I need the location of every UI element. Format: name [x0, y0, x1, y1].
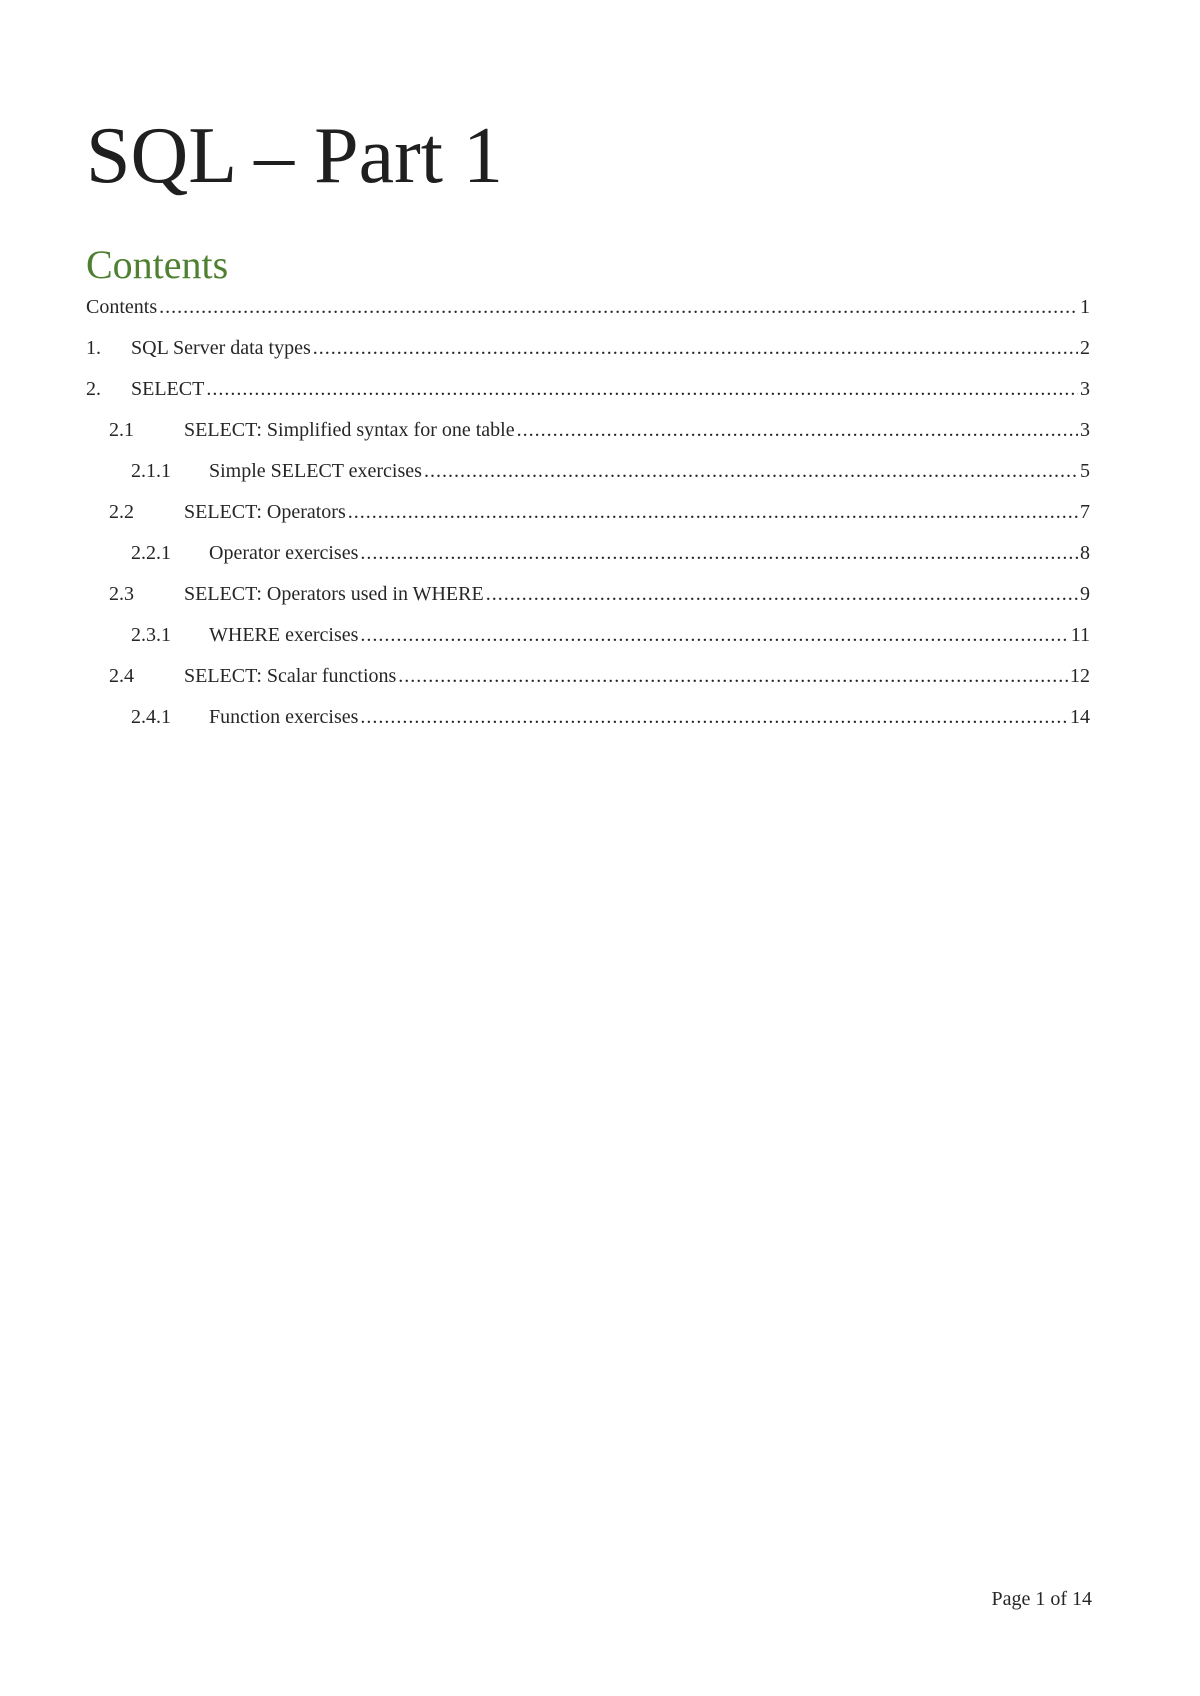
document-title: SQL – Part 1	[86, 112, 504, 200]
toc-entry-label: SELECT	[131, 378, 205, 400]
toc-entry-label: Operator exercises	[209, 542, 359, 564]
toc-dot-leader	[517, 416, 1078, 444]
toc-heading: Contents	[86, 242, 229, 287]
toc-entry-label: SELECT: Scalar functions	[184, 665, 397, 687]
toc-entry-number: 2.2	[109, 501, 134, 523]
toc-dot-leader	[360, 621, 1068, 649]
toc-entry-label: Function exercises	[209, 706, 359, 728]
table-of-contents	[86, 293, 1090, 744]
toc-dot-leader	[398, 662, 1068, 690]
toc-entry-label: SELECT: Simplified syntax for one table	[184, 419, 515, 441]
toc-dot-leader	[313, 334, 1078, 362]
toc-entry-where-exercises[interactable]	[86, 621, 1090, 662]
toc-entry-number: 1.	[86, 337, 101, 359]
toc-entry-sql-server-data-types[interactable]	[86, 334, 1090, 375]
page-footer-number: Page 1 of 14	[991, 1588, 1092, 1610]
toc-entry-page: 3	[1080, 378, 1090, 400]
toc-entry-number: 2.1	[109, 419, 134, 441]
toc-entry-select-scalar-functions[interactable]	[86, 662, 1090, 703]
toc-dot-leader	[360, 703, 1068, 731]
toc-entry-number: 2.3.1	[131, 624, 171, 646]
toc-entry-number: 2.1.1	[131, 460, 171, 482]
toc-entry-page: 12	[1070, 665, 1090, 687]
toc-entry-page: 5	[1080, 460, 1090, 482]
toc-entry-label: SQL Server data types	[131, 337, 311, 359]
toc-entry-label: Contents	[86, 296, 158, 318]
toc-entry-contents[interactable]	[86, 293, 1090, 334]
toc-entry-number: 2.4	[109, 665, 134, 687]
toc-entry-select-operators-where[interactable]	[86, 580, 1090, 621]
toc-entry-label: Simple SELECT exercises	[209, 460, 422, 482]
toc-entry-label: SELECT: Operators	[184, 501, 346, 523]
toc-dot-leader	[206, 375, 1078, 403]
toc-dot-leader	[486, 580, 1078, 608]
toc-entry-number: 2.4.1	[131, 706, 171, 728]
toc-entry-number: 2.3	[109, 583, 134, 605]
toc-entry-operator-exercises[interactable]	[86, 539, 1090, 580]
toc-entry-select-operators[interactable]	[86, 498, 1090, 539]
toc-entry-number: 2.	[86, 378, 101, 400]
toc-entry-number: 2.2.1	[131, 542, 171, 564]
toc-entry-label: SELECT: Operators used in WHERE	[184, 583, 484, 605]
toc-dot-leader	[424, 457, 1078, 485]
toc-entry-page: 9	[1080, 583, 1090, 605]
toc-entry-select-simplified-syntax[interactable]	[86, 416, 1090, 457]
toc-entry-function-exercises[interactable]	[86, 703, 1090, 744]
toc-dot-leader	[159, 293, 1078, 321]
toc-entry-page: 7	[1080, 501, 1090, 523]
toc-entry-page: 14	[1070, 706, 1090, 728]
toc-entry-simple-select-exercises[interactable]	[86, 457, 1090, 498]
toc-entry-page: 2	[1080, 337, 1090, 359]
toc-entry-page: 11	[1070, 624, 1090, 646]
toc-entry-label: WHERE exercises	[209, 624, 359, 646]
toc-entry-page: 1	[1080, 296, 1090, 318]
toc-entry-page: 8	[1080, 542, 1090, 564]
toc-dot-leader	[360, 539, 1078, 567]
toc-entry-page: 3	[1080, 419, 1090, 441]
toc-entry-select[interactable]	[86, 375, 1090, 416]
toc-dot-leader	[348, 498, 1078, 526]
